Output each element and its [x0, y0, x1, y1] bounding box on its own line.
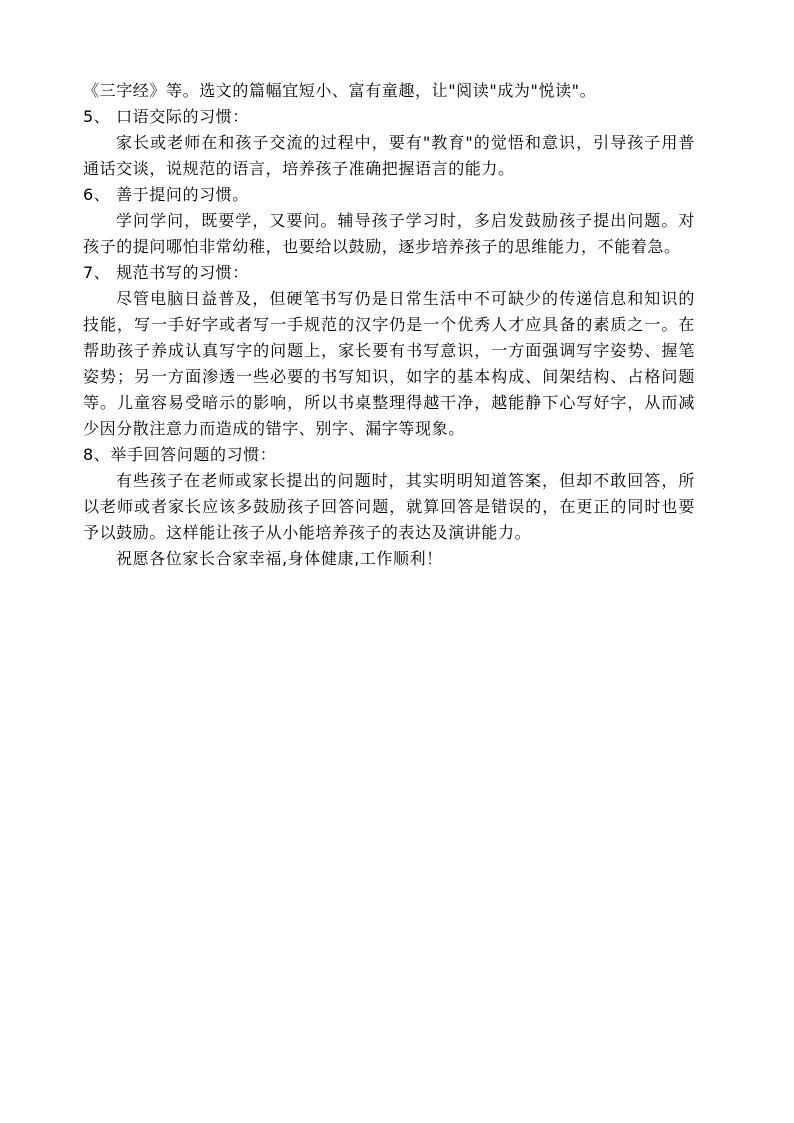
- paragraph-standard-writing: 尽管电脑日益普及，但硬笔书写仍是日常生活中不可缺少的传递信息和知识的技能，写一手好字或者写一手规范的汉字仍是一个优秀人才应具备的素质之一。在帮助孩子养成认真写字的问题上，家长要有书写意识，一方面强调写字姿势、握笔姿势；另一方面渗透一些必要的书写知识，如字的基本构成、间架结构、占格问题等。儿童容易受暗示的影响，所以书桌整理得越干净，越能静下心写好字，从而减少因分散注意力而造成的错字、别字、漏字等现象。: [83, 289, 695, 438]
- section-heading-asking-questions: 6、 善于提问的习惯。: [83, 185, 249, 204]
- paragraph-oral-communication: 家长或老师在和孩子交流的过程中，要有"教育"的觉悟和意识，引导孩子用普通话交谈，说规范的语言，培养孩子准确把握语言的能力。: [83, 133, 695, 178]
- section-heading-standard-writing: 7、 规范书写的习惯：: [83, 263, 249, 282]
- paragraph-closing-wishes: 祝愿各位家长合家幸福,身体健康,工作顺利！: [116, 549, 443, 568]
- paragraph-continuation: 《三字经》等。选文的篇幅宜短小、富有童趣，让"阅读"成为"悦读"。: [83, 81, 597, 100]
- section-heading-oral-communication: 5、 口语交际的习惯：: [83, 107, 249, 126]
- section-heading-raising-hand: 8、举手回答问题的习惯：: [83, 445, 277, 464]
- document-body: [83, 78, 695, 572]
- paragraph-asking-questions: 学问学问，既要学，又要问。辅导孩子学习时，多启发鼓励孩子提出问题。对孩子的提问哪怕非常幼稚，也要给以鼓励，逐步培养孩子的思维能力，不能着急。: [83, 211, 695, 256]
- paragraph-raising-hand: 有些孩子在老师或家长提出的问题时，其实明明知道答案，但却不敢回答，所以老师或者家长应该多鼓励孩子回答问题，就算回答是错误的，在更正的同时也要予以鼓励。这样能让孩子从小能培养孩子的表达及演讲能力。: [83, 471, 695, 542]
